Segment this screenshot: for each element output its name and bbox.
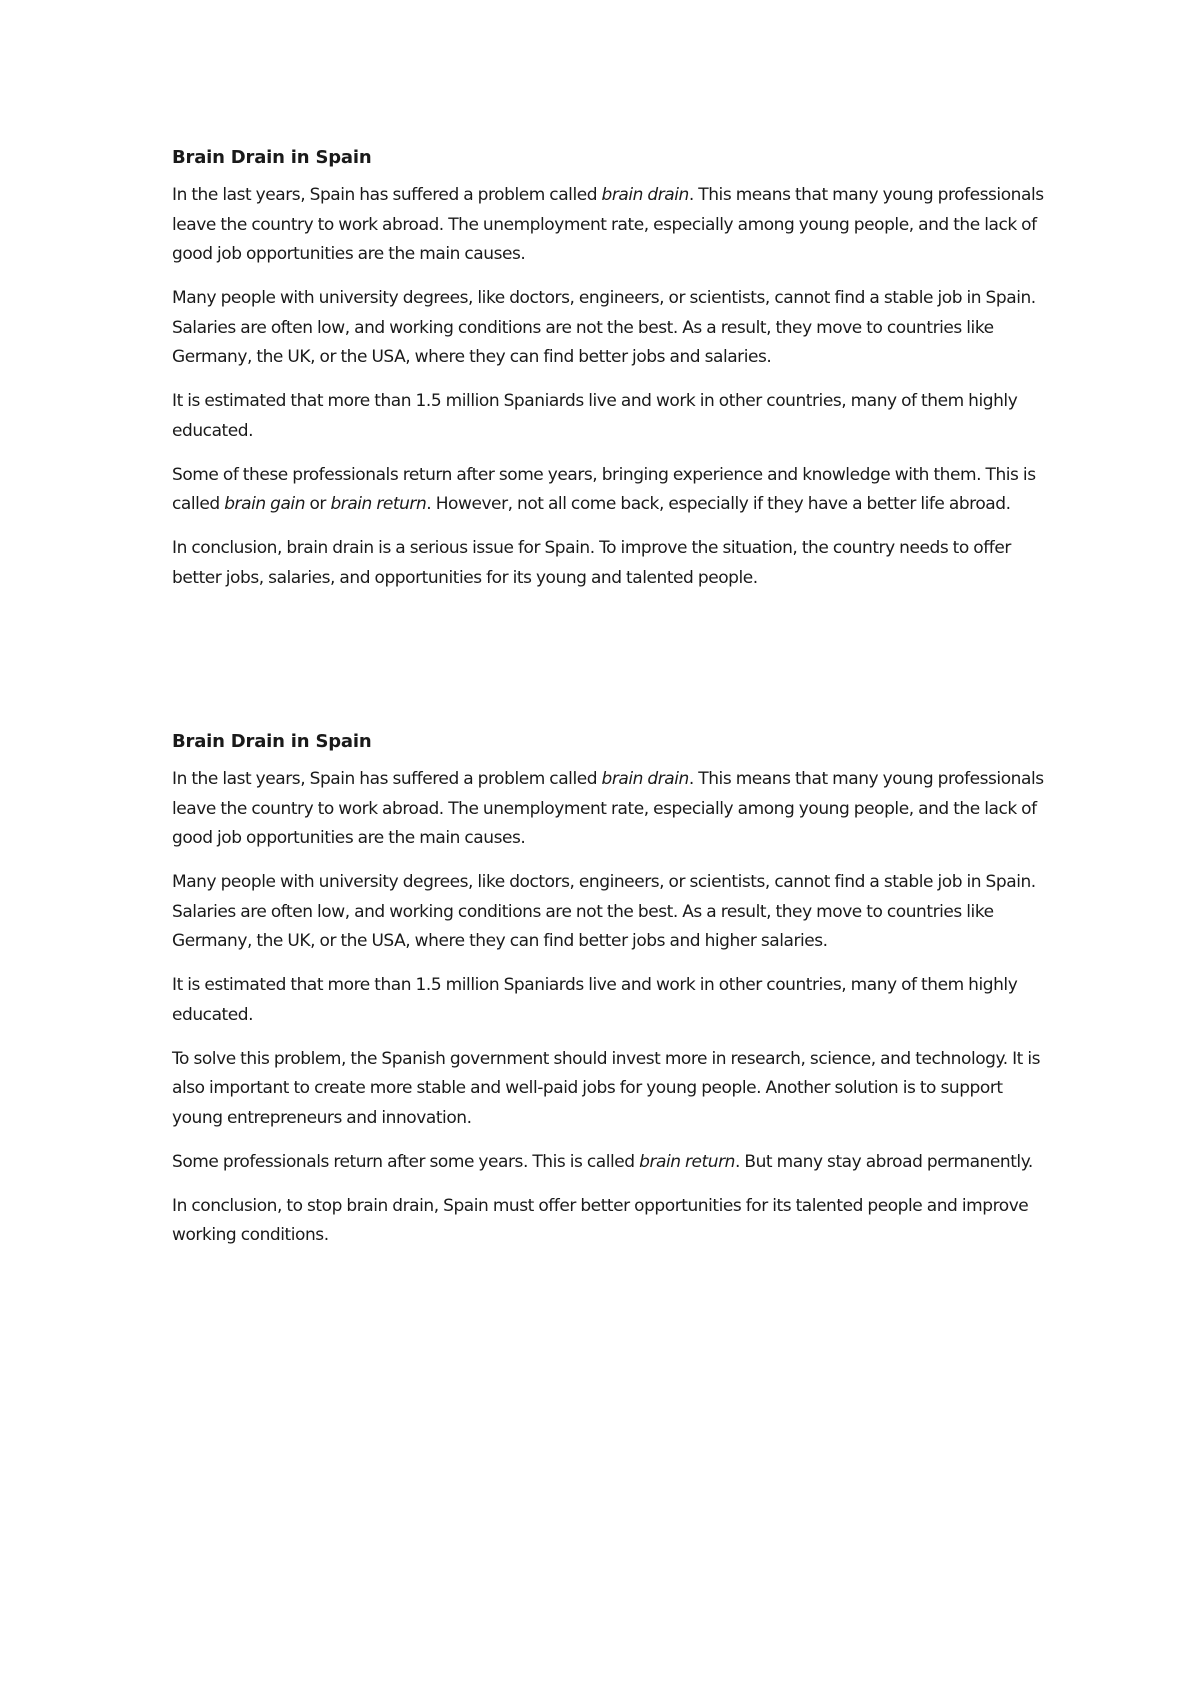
essay-body — [172, 181, 1052, 593]
text-run: In conclusion, brain drain is a serious issue for Spain. To improve the situation, the country needs to offer better jobs, salaries, and opportunities for its young and talented people. — [172, 538, 1011, 588]
text-run: Many people with university degrees, like doctors, engineers, or scientists, cannot find a stable job in Spain. Salaries are often low, and working conditions are not the best. As a result, they move to countries like Germany, the UK, or the USA, where they can find better jobs and salaries. — [172, 288, 1036, 367]
text-run: or — [305, 494, 331, 514]
text-run: It is estimated that more than 1.5 million Spaniards live and work in other countries, many of them highly educated. — [172, 975, 1018, 1025]
text-run: To solve this problem, the Spanish government should invest more in research, science, and technology. It is also important to create more stable and well-paid jobs for young people. Another solution is to support young entrepreneurs and innovation. — [172, 1048, 1041, 1128]
paragraph — [172, 971, 1052, 1030]
italic-term: brain return — [639, 1151, 735, 1172]
paragraph — [172, 387, 1052, 446]
text-run: . This means that many young professionals leave the country to work abroad. The unemployment rate, especially among young people, and the lack of good job opportunities are the main causes. — [172, 185, 1044, 264]
paragraph — [172, 284, 1052, 373]
text-run: In conclusion, to stop brain drain, Spain must offer better opportunities for its talented people and improve working conditions. — [172, 1195, 1029, 1245]
paragraph — [172, 461, 1052, 520]
text-run: It is estimated that more than 1.5 million Spaniards live and work in other countries, many of them highly educated. — [172, 391, 1018, 441]
italic-term: brain gain — [224, 494, 306, 514]
paragraph — [172, 1148, 1052, 1178]
essay-body — [172, 765, 1052, 1251]
text-run: Many people with university degrees, like doctors, engineers, or scientists, cannot find a stable job in Spain. Salaries are often low, and working conditions are not the best. As a result, they move to countries like Germany, the UK, or the USA, where they can find better jobs and higher salaries. — [172, 872, 1036, 951]
paragraph — [172, 1192, 1052, 1251]
paragraph — [172, 1045, 1052, 1134]
paragraph — [172, 181, 1052, 270]
text-run: In the last years, Spain has suffered a problem called — [172, 185, 602, 205]
text-run: . This means that many young professionals leave the country to work abroad. The unemployment rate, especially among young people, and the lack of good job opportunities are the main causes. — [172, 769, 1044, 848]
essay-title: Brain Drain in Spain — [172, 147, 372, 168]
text-run: Some professionals return after some years. This is called — [172, 1151, 640, 1172]
essay-1 — [172, 146, 1052, 608]
text-run: In the last years, Spain has suffered a problem called — [172, 769, 602, 789]
text-run: Some of these professionals return after some years, bringing experience and knowledge with them. This is called — [172, 464, 1036, 514]
italic-term: brain drain — [601, 185, 689, 205]
italic-term: brain drain — [601, 769, 689, 789]
text-run: . But many stay abroad permanently. — [734, 1151, 1033, 1172]
text-run: . However, not all come back, especially if they have a better life abroad. — [426, 494, 1011, 514]
essay-title: Brain Drain in Spain — [172, 731, 372, 752]
italic-term: brain return — [330, 494, 427, 514]
paragraph — [172, 868, 1052, 957]
essay-2 — [172, 730, 1052, 1265]
paragraph — [172, 765, 1052, 854]
paragraph — [172, 534, 1052, 593]
